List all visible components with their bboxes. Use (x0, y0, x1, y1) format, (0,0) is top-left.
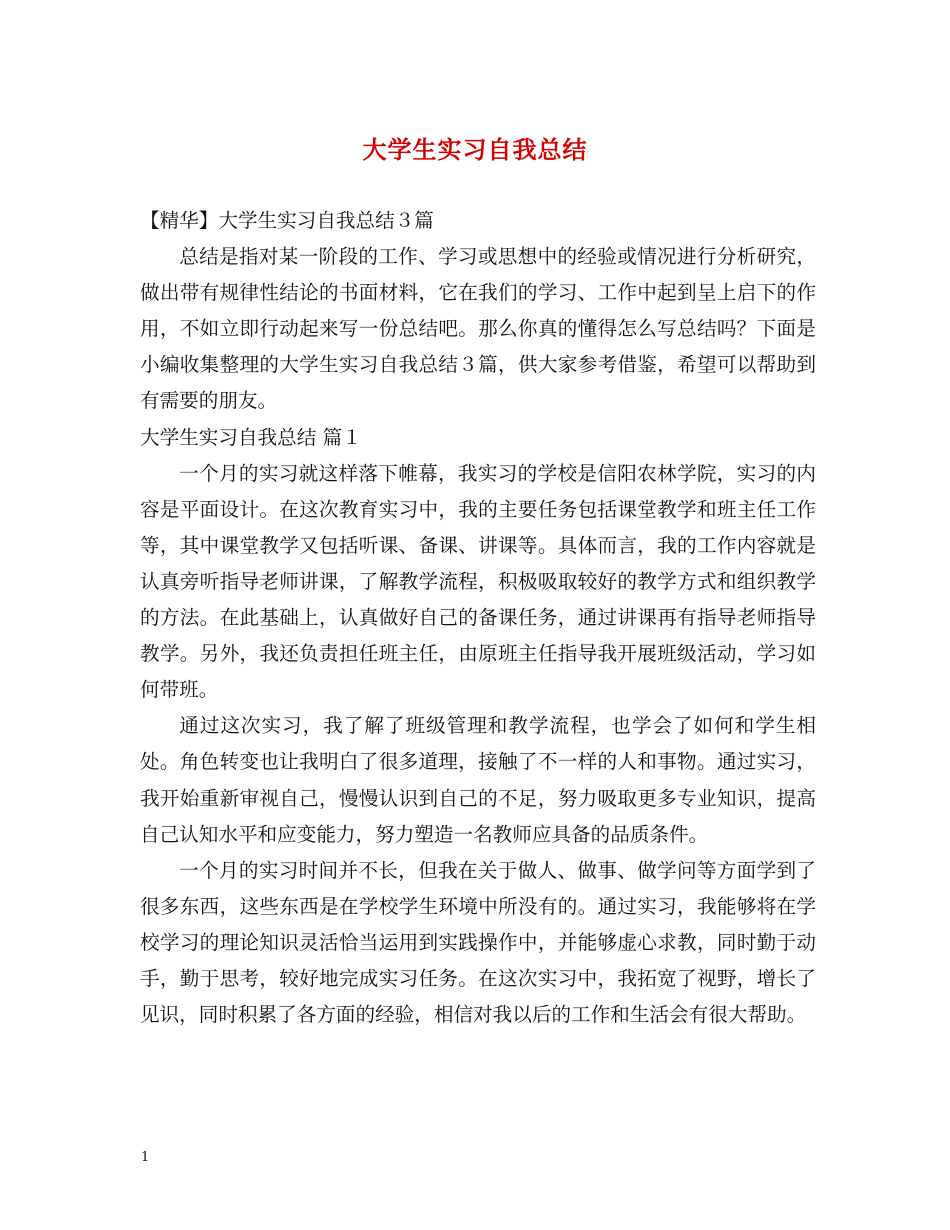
body-paragraph: 一个月的实习就这样落下帷幕，我实习的学校是信阳农林学院，实习的内容是平面设计。在这次教育实习中，我的主要任务包括课堂教学和班主任工作等，其中课堂教学又包括听课、备课、讲课等。具体而言，我的工作内容就是认真旁听指导老师讲课，了解教学流程，积极吸取较好的教学方式和组织教学的方法。在此基础上，认真做好自己的备课任务，通过讲课再有指导老师指导教学。另外，我还负责担任班主任，由原班主任指导我开展班级活动，学习如何带班。 (140, 461, 816, 702)
body-paragraph: 通过这次实习，我了解了班级管理和教学流程，也学会了如何和学生相处。角色转变也让我明白了很多道理，接触了不一样的人和事物。通过实习，我开始重新审视自己，慢慢认识到自己的不足，努力吸取更多专业知识，提高自己认知水平和应变能力，努力塑造一名教师应具备的品质条件。 (140, 714, 816, 846)
body-paragraph: 一个月的实习时间并不长，但我在关于做人、做事、做学问等方面学到了很多东西，这些东西是在学校学生环境中所没有的。通过实习，我能够将在学校学习的理论知识灵活恰当运用到实践操作中，并能够虚心求教，同时勤于动手，勤于思考，较好地完成实习任务。在这次实习中，我拓宽了视野，增长了见识，同时积累了各方面的经验，相信对我以后的工作和生活会有很大帮助。 (140, 858, 816, 1027)
document-body (140, 203, 816, 1033)
page-title: 大学生实习自我总结 (362, 135, 588, 164)
intro-paragraph: 总结是指对某一阶段的工作、学习或思想中的经验或情况进行分析研究，做出带有规律性结论的书面材料，它在我们的学习、工作中起到呈上启下的作用，不如立即行动起来写一份总结吧。那么你真的懂得怎么写总结吗？下面是小编收集整理的大学生实习自我总结３篇，供大家参考借鉴，希望可以帮助到有需要的朋友。 (140, 245, 816, 413)
section-heading: 大学生实习自我总结 篇１ (140, 425, 362, 449)
document-subtitle: 【精华】大学生实习自我总结３篇 (140, 209, 434, 232)
page-number: 1 (141, 1150, 150, 1165)
